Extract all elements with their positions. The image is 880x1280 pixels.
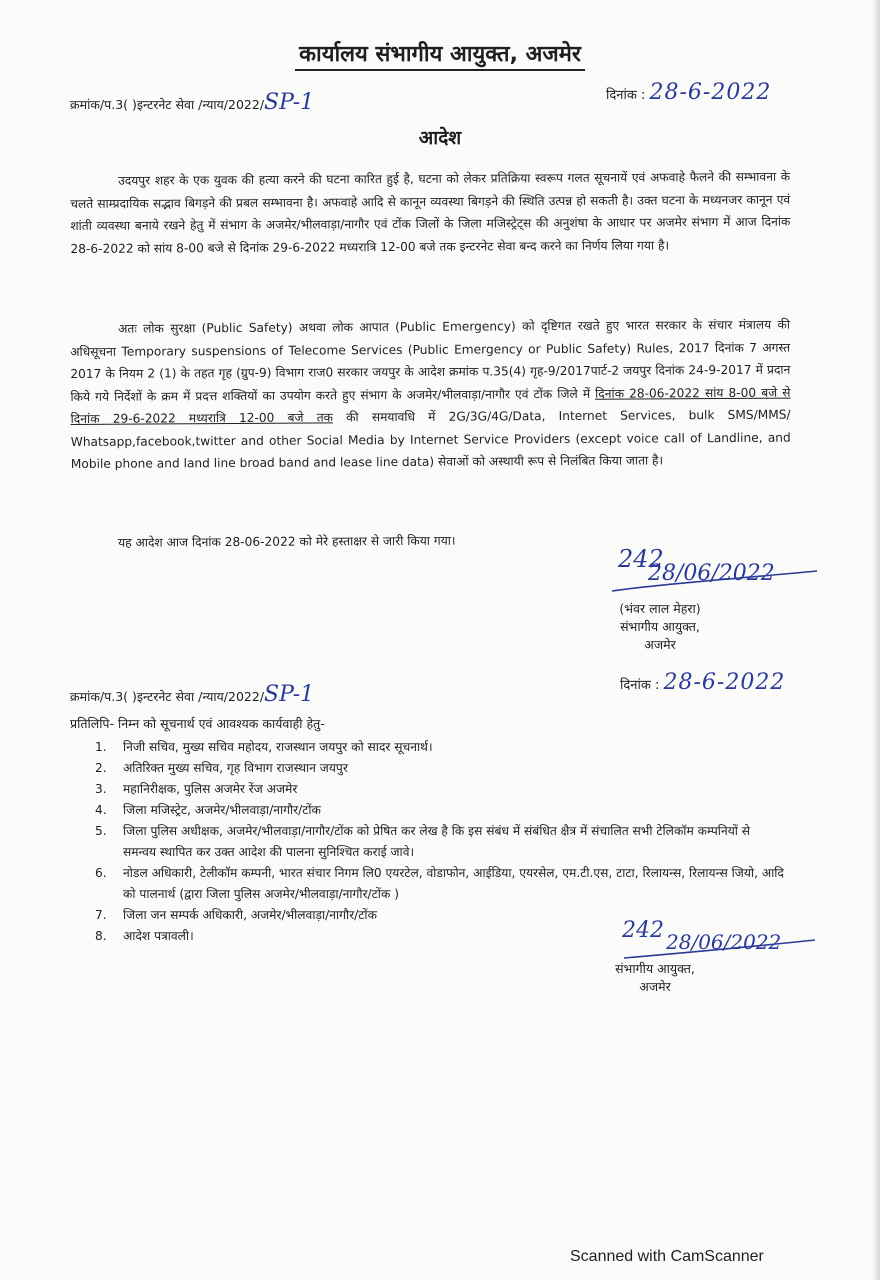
list-item: 2. अतिरिक्त मुख्य सचिव, गृह विभाग राजस्थान जयपुर — [95, 761, 348, 775]
signatory-designation: संभागीय आयुक्त, — [620, 619, 700, 634]
signatory-designation-2: संभागीय आयुक्त, — [615, 961, 695, 976]
signatory-place-2: अजमेर — [639, 979, 671, 994]
signatory-place: अजमेर — [644, 637, 676, 652]
reference-number: क्रमांक/प.3( )इन्टरनेट सेवा /न्याय/2022/SP-1 — [70, 90, 315, 115]
order-date: दिनांक : 28-6-2022 — [606, 80, 772, 105]
suspension-period: दिनांक 28-06-2022 सांय 8-00 बजे से दिनांक 29-6-2022 मध्यरात्रि 12-00 बजे तक — [70, 385, 791, 426]
paragraph-2: अतः लोक सुरक्षा (Public Safety) अथवा लोक आपात (Public Emergency) को दृष्टिगत रखते हुए भारत सरकार के संचार मंत्रालय की अधिसूचना Temporary suspensions of Telecome Services (Public Emergency or Public Safety) Rules, 2017 दिनांक 7 अगस्त 2017 के नियम 2 (1) के तहत गृह (ग्रुप-9) विभाग राज0 सरकार जयपुर के आदेश क्रमांक प.35(4) गृह-9/2017पार्ट-2 जयपुर दिनांक 24-9-2017 में प्रदान किये गये निर्देशों के क्रम में प्रदत्त शक्तियों का उपयोग करते हुए संभाग के अजमेर/भीलवाड़ा/नागौर एवं टोंक जिले में दिनांक 28-06-2022 सांय 8-00 बजे से दिनांक 29-6-2022 मध्यरात्रि 12-00 बजे तक की समयावधि में 2G/3G/4G/Data, Internet Services, bulk SMS/MMS/ Whatsapp,facebook,twitter and other Social Media by Internet Service Providers (except voice call of Landline, and Mobile phone and land line broad band and lease line data) सेवाओं को अस्थायी रूप से निलंबित किया जाता है। — [70, 317, 791, 471]
signature-1-date: 28/06/2022 — [648, 561, 775, 586]
signatory-name: (भंवर लाल मेहरा) — [619, 601, 701, 616]
list-item: 4. जिला मजिस्ट्रेट, अजमेर/भीलवाड़ा/नागौर/टोंक — [95, 803, 321, 817]
signature-2-date: 28/06/2022 — [666, 930, 782, 954]
copy-to-heading: प्रतिलिपि- निम्न को सूचनार्थ एवं आवश्यक कार्यवाही हेतु- — [70, 716, 325, 731]
copy-to-list — [95, 737, 785, 947]
order-date-handwritten: 28-6-2022 — [649, 80, 772, 105]
list-item: 1. निजी सचिव, मुख्य सचिव महोदय, राजस्थान जयपुर को सादर सूचनार्थ। — [95, 740, 433, 754]
copy-date-handwritten: 28-6-2022 — [663, 670, 786, 695]
list-item: 6. नोडल अधिकारी, टेलीकॉम कम्पनी, भारत संचार निगम लि0 एयरटेल, वोडाफोन, आईडिया, एयरसेल, एम.टी.एस, टाटा, रिलायन्स, रिलायन्स जियो, आदि को पालनार्थ (द्वारा जिला पुलिस अजमेर/भीलवाड़ा/नागौर/टोंक ) — [95, 866, 784, 901]
page-edge-shadow — [872, 0, 880, 1280]
list-item: 5. जिला पुलिस अधीक्षक, अजमेर/भीलवाड़ा/नागौर/टोंक को प्रेषित कर लेख है कि इस संबंध में संबंधित क्षैत्र में संचालित सभी टेलिकॉम कम्पनियों से समन्वय स्थापित कर उक्त आदेश की पालना सुनिश्चित कराई जावे। — [95, 824, 751, 859]
order-heading: आदेश — [418, 127, 462, 149]
reference-handwritten-2: SP-1 — [264, 682, 315, 707]
signature-1-block — [600, 600, 720, 654]
list-item: 3. महानिरीक्षक, पुलिस अजमेर रेंज अजमेर — [95, 782, 298, 796]
scanner-watermark: Scanned with CamScanner — [570, 1248, 764, 1265]
paragraph-1: उदयपुर शहर के एक युवक की हत्या करने की घटना कारित हुई है, घटना को लेकर प्रतिक्रिया स्वरूप गलत सूचनायें एवं अफवाहे फैलने की सम्भावना के चलते साम्प्रदायिक सद्भाव बिगड़ने की प्रबल सम्भावना है। अफवाहे आदि से कानून व्यवस्था बिगड़ने की स्थिति उत्पन्न हो सकती है। उक्त घटना के मध्यनजर कानून एवं शांती व्यवस्था बनाये रखने हेतु में संभाग के अजमेर/भीलवाड़ा/नागौर एवं टोंक जिलों के जिला मजिस्ट्रेट्स की अनुशंषा के आधार पर अजमेर संभाग में आज दिनांक 28-6-2022 को सांय 8-00 बजे से दिनांक 29-6-2022 मध्यरात्रि 12-00 बजे तक इन्टरनेट सेवा बन्द करने का निर्णय लिया गया है। — [70, 169, 791, 256]
reference-handwritten: SP-1 — [264, 90, 315, 115]
signature-1-number: 242 — [618, 545, 664, 573]
copy-date: दिनांक : 28-6-2022 — [620, 670, 786, 695]
reference-number-2: क्रमांक/प.3( )इन्टरनेट सेवा /न्याय/2022/SP-1 — [70, 682, 315, 707]
list-item: 7. जिला जन सम्पर्क अधिकारी, अजमेर/भीलवाड़ा/नागौर/टोंक — [95, 908, 377, 922]
office-title: कार्यालय संभागीय आयुक्त, अजमेर — [0, 38, 880, 68]
list-item: 8. आदेश पत्रावली। — [95, 929, 194, 943]
signature-2-block — [600, 960, 710, 996]
signature-2-number: 242 — [622, 918, 664, 943]
paragraph-3: यह आदेश आज दिनांक 28-06-2022 को मेरे हस्ताक्षर से जारी किया गया। — [118, 533, 456, 550]
